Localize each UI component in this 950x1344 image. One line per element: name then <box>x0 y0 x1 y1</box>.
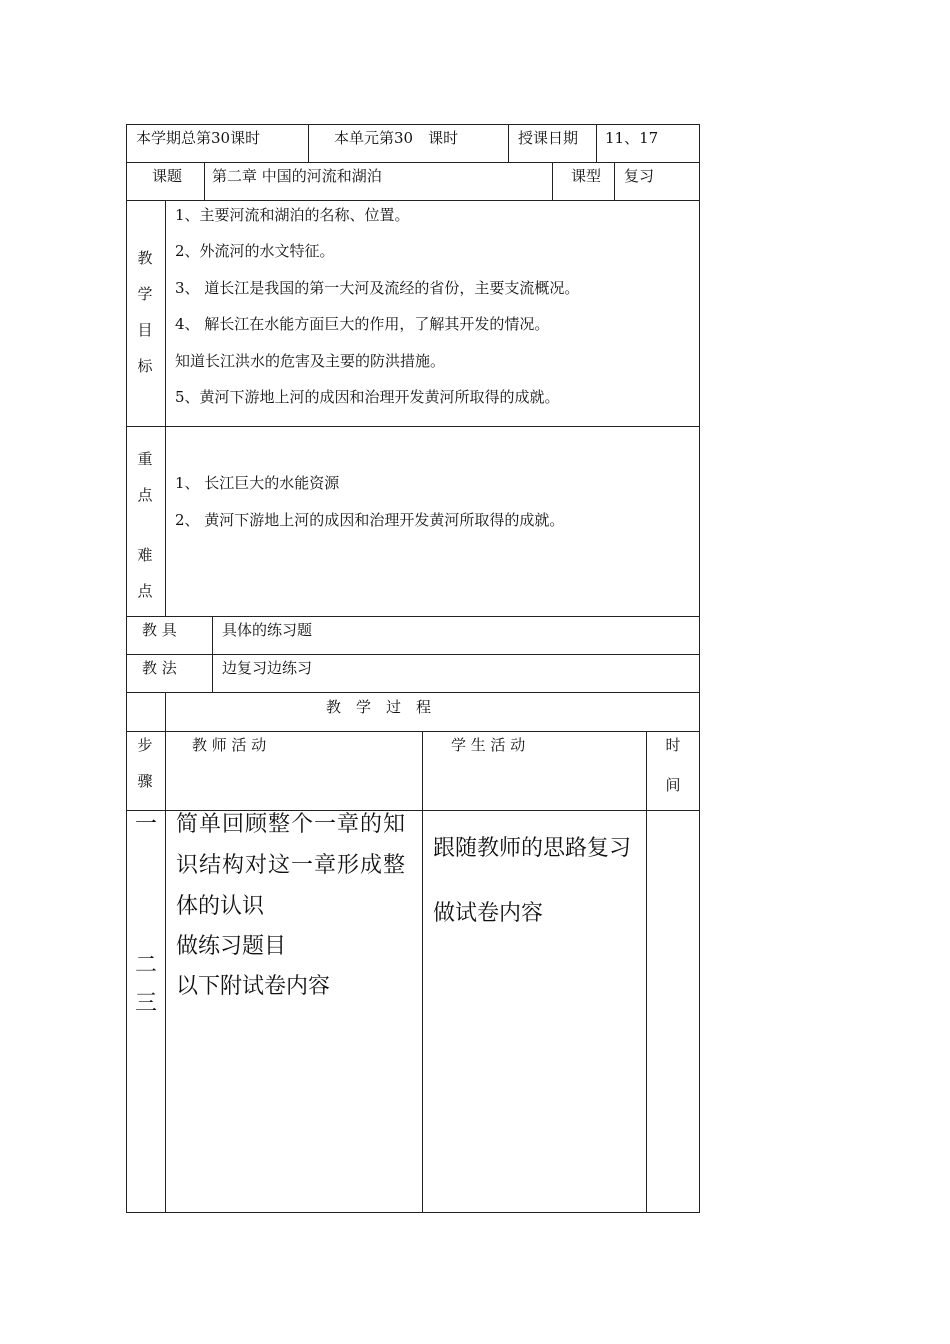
key-points-label-char: 点 <box>137 582 153 600</box>
student-activity-header: 学 生 活 动 <box>451 736 526 754</box>
key-point-item: 2、 黄河下游地上河的成因和治理开发黄河所取得的成就。 <box>175 511 565 529</box>
objective-item: 5、黄河下游地上河的成因和治理开发黄河所取得的成就。 <box>175 388 560 406</box>
teacher-activity-header: 教 师 活 动 <box>192 736 267 754</box>
step-label-char: 骤 <box>137 772 153 790</box>
objectives-label-char: 教 <box>137 249 153 267</box>
row-divider <box>126 200 700 201</box>
table-border-bottom <box>126 1212 700 1213</box>
row-divider <box>126 731 700 732</box>
key-point-item: 1、 长江巨大的水能资源 <box>175 474 340 492</box>
col-divider <box>646 731 647 1212</box>
col-divider <box>552 162 553 200</box>
table-border-left <box>126 124 127 1213</box>
col-divider <box>508 124 509 162</box>
col-divider <box>422 731 423 1212</box>
row-divider <box>126 810 700 811</box>
objective-item: 4、 解长江在水能方面巨大的作用，了解其开发的情况。 <box>175 315 550 333</box>
student-activity-line: 做试卷内容 <box>433 901 544 926</box>
key-points-label-char: 点 <box>137 486 153 504</box>
method-value: 边复习边练习 <box>222 659 313 677</box>
objectives-label-char: 标 <box>137 357 153 375</box>
key-points-label-char: 重 <box>137 450 153 468</box>
teacher-activity-line: 以下附试卷内容 <box>176 974 331 999</box>
lesson-type-value: 复习 <box>624 167 655 185</box>
step-label-char: 步 <box>137 736 153 754</box>
col-divider <box>308 124 309 162</box>
tools-value: 具体的练习题 <box>222 621 313 639</box>
teacher-activity-line: 简单回顾整个一章的知 <box>176 812 407 837</box>
topic-label: 课题 <box>152 167 183 185</box>
key-points-label-char: 难 <box>137 546 153 564</box>
teacher-activity-line: 识结构对这一章形成整 <box>176 853 407 878</box>
method-label: 教 法 <box>142 659 177 677</box>
objectives-label-char: 学 <box>137 285 153 303</box>
col-divider <box>212 616 213 692</box>
step-number: 三 <box>135 991 158 1016</box>
row-divider <box>126 692 700 693</box>
time-label-char: 间 <box>665 776 681 794</box>
date-label: 授课日期 <box>518 129 579 147</box>
student-activity-line: 跟随教师的思路复习 <box>433 836 632 861</box>
process-title: 教 学 过 程 <box>326 698 432 716</box>
col-divider <box>614 162 615 200</box>
table-border-right <box>699 124 700 1213</box>
teacher-activity-line: 体的认识 <box>176 894 265 919</box>
date-value: 11、17 <box>605 129 659 147</box>
time-label-char: 时 <box>665 736 681 754</box>
topic-value: 第二章 中国的河流和湖泊 <box>212 167 382 185</box>
objective-item: 知道长江洪水的危害及主要的防洪措施。 <box>175 352 446 370</box>
col-divider <box>165 692 166 1212</box>
tools-label: 教 具 <box>142 621 177 639</box>
unit-lesson-label: 本单元第30 课时 <box>334 129 459 147</box>
step-number: 二 <box>135 953 158 978</box>
lesson-type-label: 课型 <box>571 167 602 185</box>
objective-item: 3、 道长江是我国的第一大河及流经的省份，主要支流概况。 <box>175 279 580 297</box>
row-divider <box>126 426 700 427</box>
col-divider <box>165 200 166 616</box>
teacher-activity-line: 做练习题目 <box>176 934 287 959</box>
step-number: 一 <box>135 812 158 837</box>
total-lesson-label: 本学期总第30课时 <box>136 129 261 147</box>
col-divider <box>204 162 205 200</box>
objective-item: 2、外流河的水文特征。 <box>175 242 335 260</box>
table-border-top <box>126 124 700 125</box>
col-divider <box>596 124 597 162</box>
objectives-label-char: 目 <box>137 321 153 339</box>
objective-item: 1、主要河流和湖泊的名称、位置。 <box>175 206 410 224</box>
